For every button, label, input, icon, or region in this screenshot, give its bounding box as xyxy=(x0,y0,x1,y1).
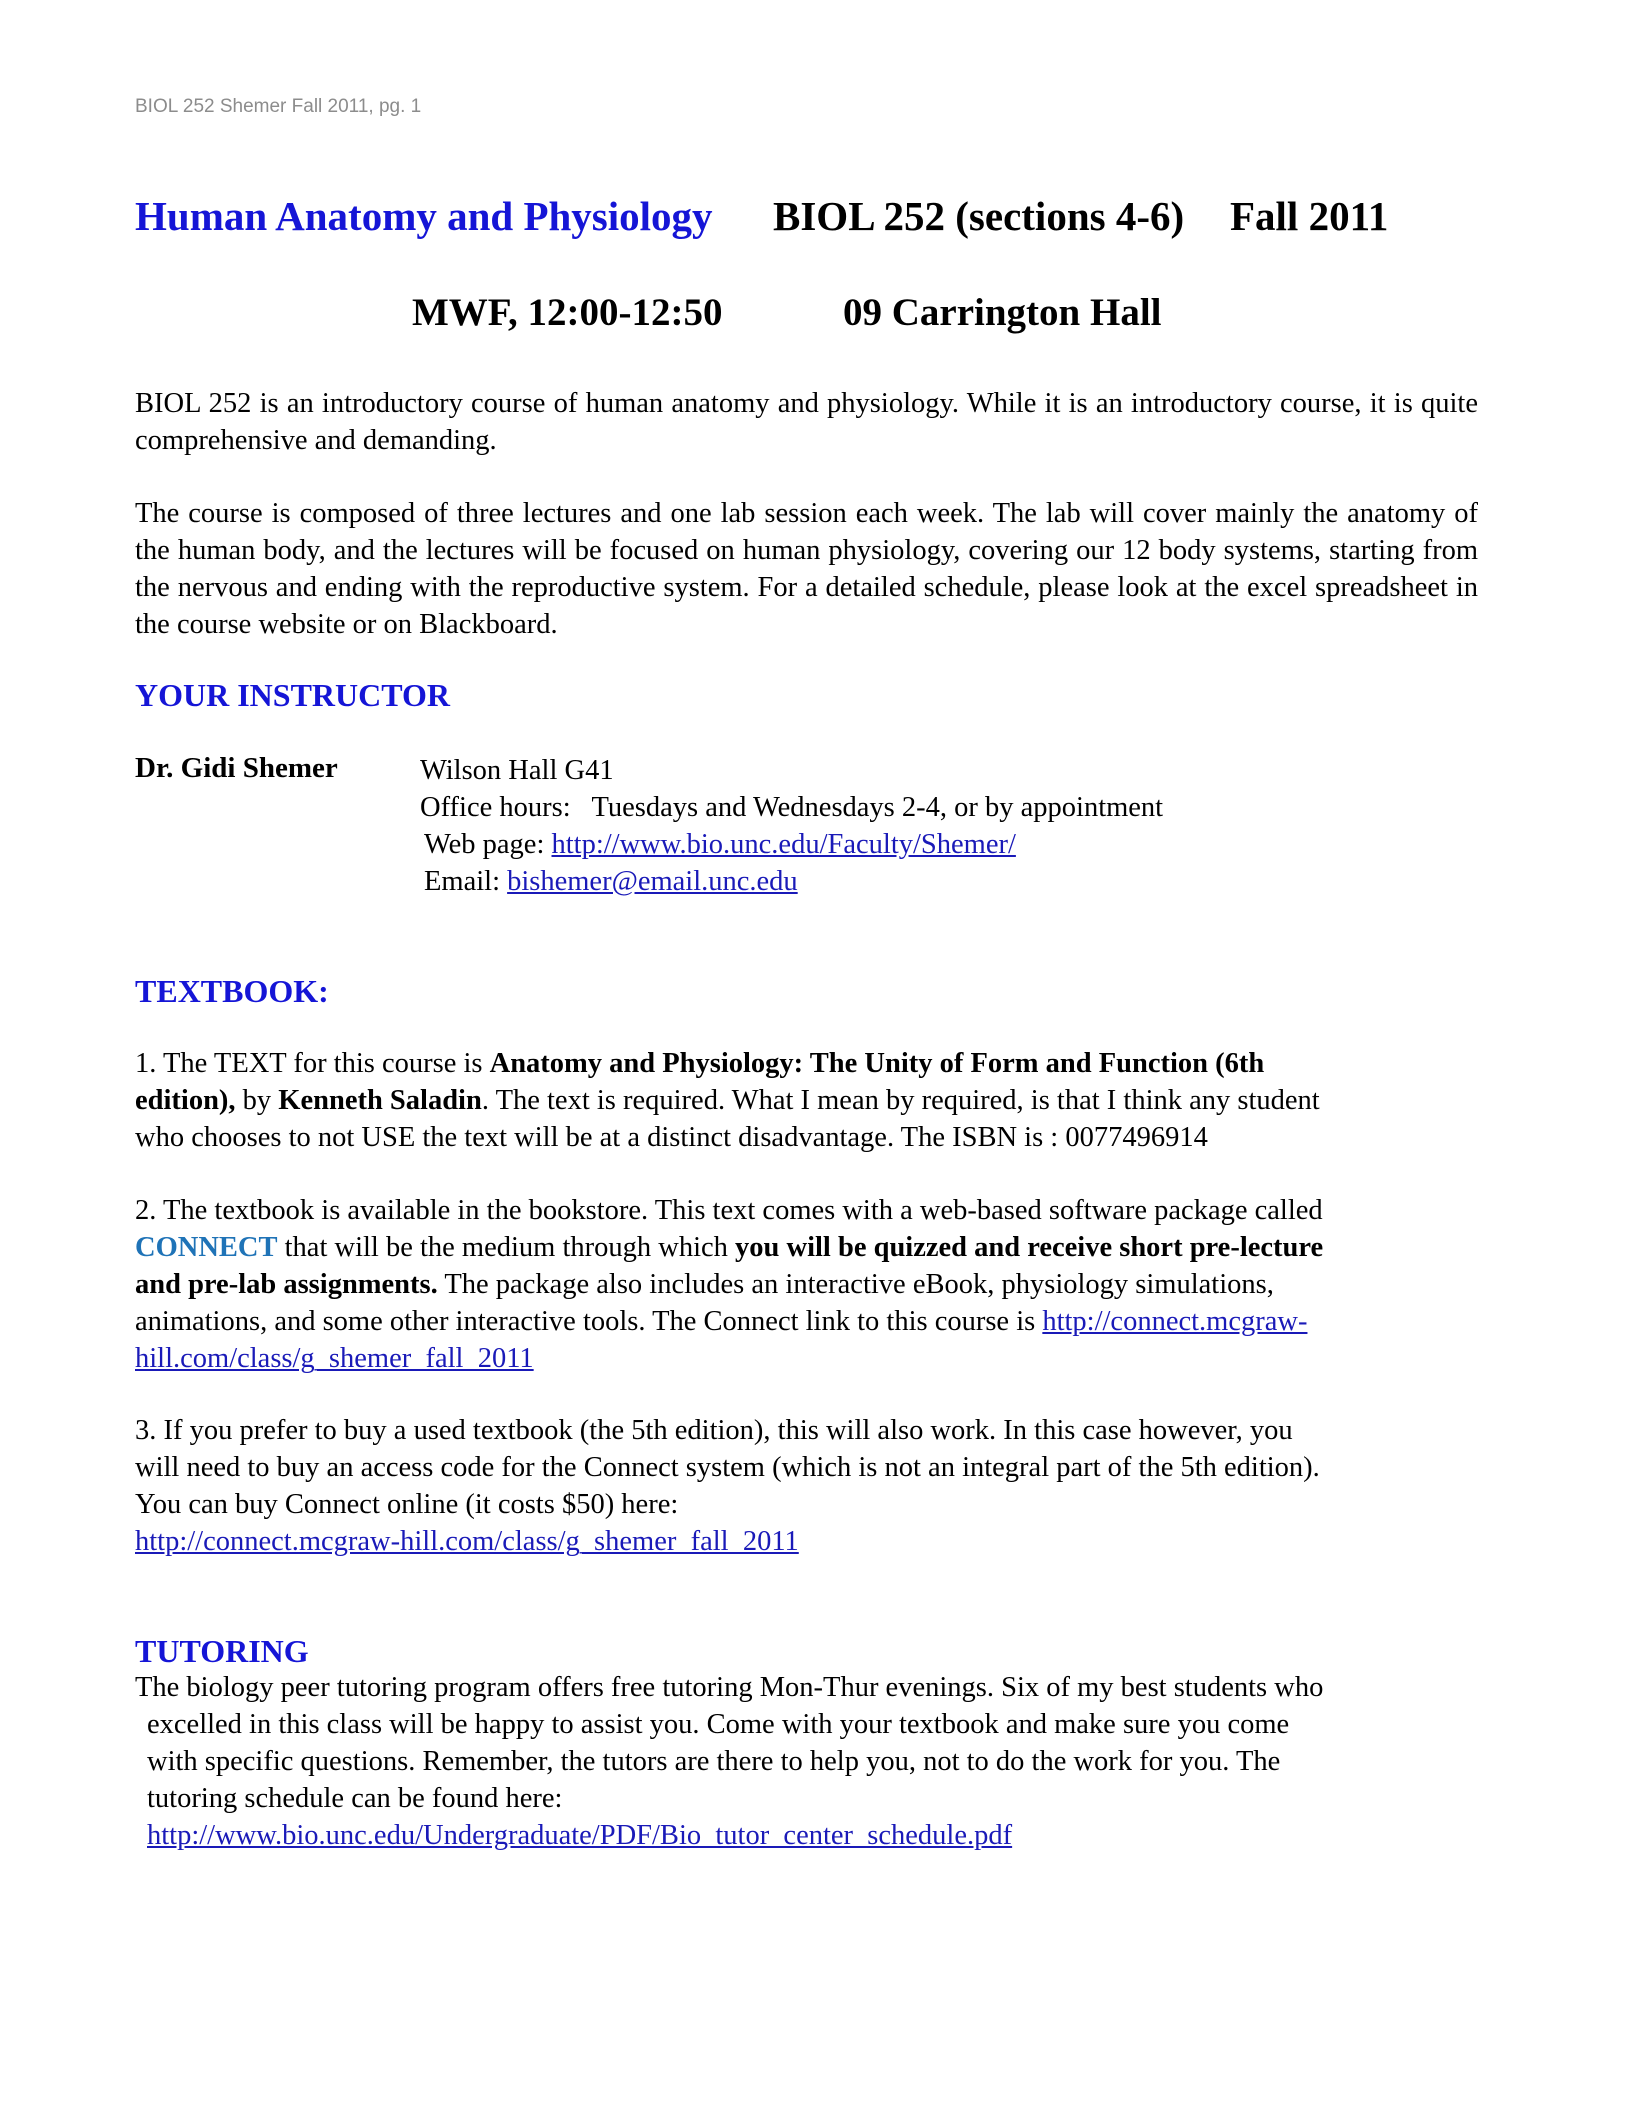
text-line: will need to buy an access code for the Connect system (which is not an integral part of the 5th edition). xyxy=(135,1452,1320,1483)
textbook-item-3 xyxy=(135,1412,1320,1560)
course-term: Fall 2011 xyxy=(1230,193,1389,239)
page-header-note: BIOL 252 Shemer Fall 2011, pg. 1 xyxy=(135,96,422,117)
tutoring-text xyxy=(135,1669,1323,1854)
email-link[interactable]: bishemer@email.unc.edu xyxy=(507,866,798,897)
text-line: The package also includes an interactive eBook, physiology simulations, xyxy=(437,1269,1274,1300)
text-line: with specific questions. Remember, the tutors are there to help you, not to do the work for you. The xyxy=(147,1746,1281,1777)
quiz-note: you will be quizzed and receive short pre-lecture xyxy=(735,1232,1324,1263)
textbook-item-1 xyxy=(135,1045,1320,1156)
textbook-item-2 xyxy=(135,1192,1323,1377)
text-line: 2. The textbook is available in the bookstore. This text comes with a web-based software package called xyxy=(135,1195,1323,1226)
web-page-link[interactable]: http://www.bio.unc.edu/Faculty/Shemer/ xyxy=(551,829,1016,860)
office-location: Wilson Hall G41 xyxy=(420,755,614,786)
textbook-heading: TEXTBOOK: xyxy=(135,973,329,1009)
text-line: animations, and some other interactive tools. The Connect link to this course is xyxy=(135,1306,1043,1337)
textbook-author: Kenneth Saladin xyxy=(278,1085,482,1116)
text-line: 3. If you prefer to buy a used textbook (the 5th edition), this will also work. In this case however, you xyxy=(135,1415,1293,1446)
isbn-line: who chooses to not USE the text will be at a distinct disadvantage. The ISBN is : 0077496914 xyxy=(135,1122,1208,1153)
web-page-label: Web page: xyxy=(424,829,552,860)
email-line xyxy=(420,863,1163,900)
text-line: The biology peer tutoring program offers free tutoring Mon-Thur evenings. Six of my best students who xyxy=(135,1672,1324,1703)
course-title xyxy=(135,192,713,240)
intro-paragraph-2: The course is composed of three lectures and one lab session each week. The lab will cover mainly the anatomy of the human body, and the lectures will be focused on human physiology, covering our 12 body systems, starting from the nervous and ending with the reproductive system. For a detailed schedule, please look at the excel spreadsheet in the course website or on Blackboard. xyxy=(135,498,1478,640)
office-hours: Office hours: Tuesdays and Wednesdays 2-4, or by appointment xyxy=(420,792,1164,823)
connect-label: CONNECT xyxy=(135,1232,278,1263)
text-line: excelled in this class will be happy to assist you. Come with your textbook and make sure you come xyxy=(147,1709,1290,1740)
connect-link-part-1[interactable]: http://connect.mcgraw- xyxy=(1042,1306,1308,1337)
text-line: . The text is required. What I mean by required, is that I think any student xyxy=(481,1085,1320,1116)
course-name: Human Anatomy and Physiology xyxy=(135,193,713,239)
web-page-line xyxy=(420,826,1163,863)
text-line: You can buy Connect online (it costs $50) here: xyxy=(135,1489,679,1520)
text-line: by xyxy=(235,1085,279,1116)
instructor-details xyxy=(420,752,1163,900)
connect-link-part-2[interactable]: hill.com/class/g_shemer_fall_2011 xyxy=(135,1343,534,1374)
tutoring-schedule-link[interactable]: http://www.bio.unc.edu/Undergraduate/PDF/Bio_tutor_center_schedule.pdf xyxy=(147,1820,1013,1851)
textbook-title: Anatomy and Physiology: The Unity of Form and Function (6th xyxy=(489,1048,1265,1079)
tutoring-heading: TUTORING xyxy=(135,1633,309,1669)
course-code: BIOL 252 (sections 4-6) xyxy=(773,193,1185,239)
intro-paragraph-1: BIOL 252 is an introductory course of human anatomy and physiology. While it is an introductory course, it is quite comprehensive and demanding. xyxy=(135,388,1478,456)
instructor-name: Dr. Gidi Shemer xyxy=(135,752,338,784)
assignments-note: and pre-lab assignments. xyxy=(135,1269,438,1300)
meeting-location: 09 Carrington Hall xyxy=(843,291,1162,334)
connect-purchase-link[interactable]: http://connect.mcgraw-hill.com/class/g_shemer_fall_2011 xyxy=(135,1526,799,1557)
text-line: that will be the medium through which xyxy=(277,1232,736,1263)
text-line: tutoring schedule can be found here: xyxy=(147,1783,563,1814)
textbook-edition: edition), xyxy=(135,1085,236,1116)
text-line: 1. The TEXT for this course is xyxy=(135,1048,490,1079)
instructor-heading: YOUR INSTRUCTOR xyxy=(135,677,451,713)
meeting-time: MWF, 12:00-12:50 xyxy=(412,291,723,334)
email-label: Email: xyxy=(424,866,508,897)
